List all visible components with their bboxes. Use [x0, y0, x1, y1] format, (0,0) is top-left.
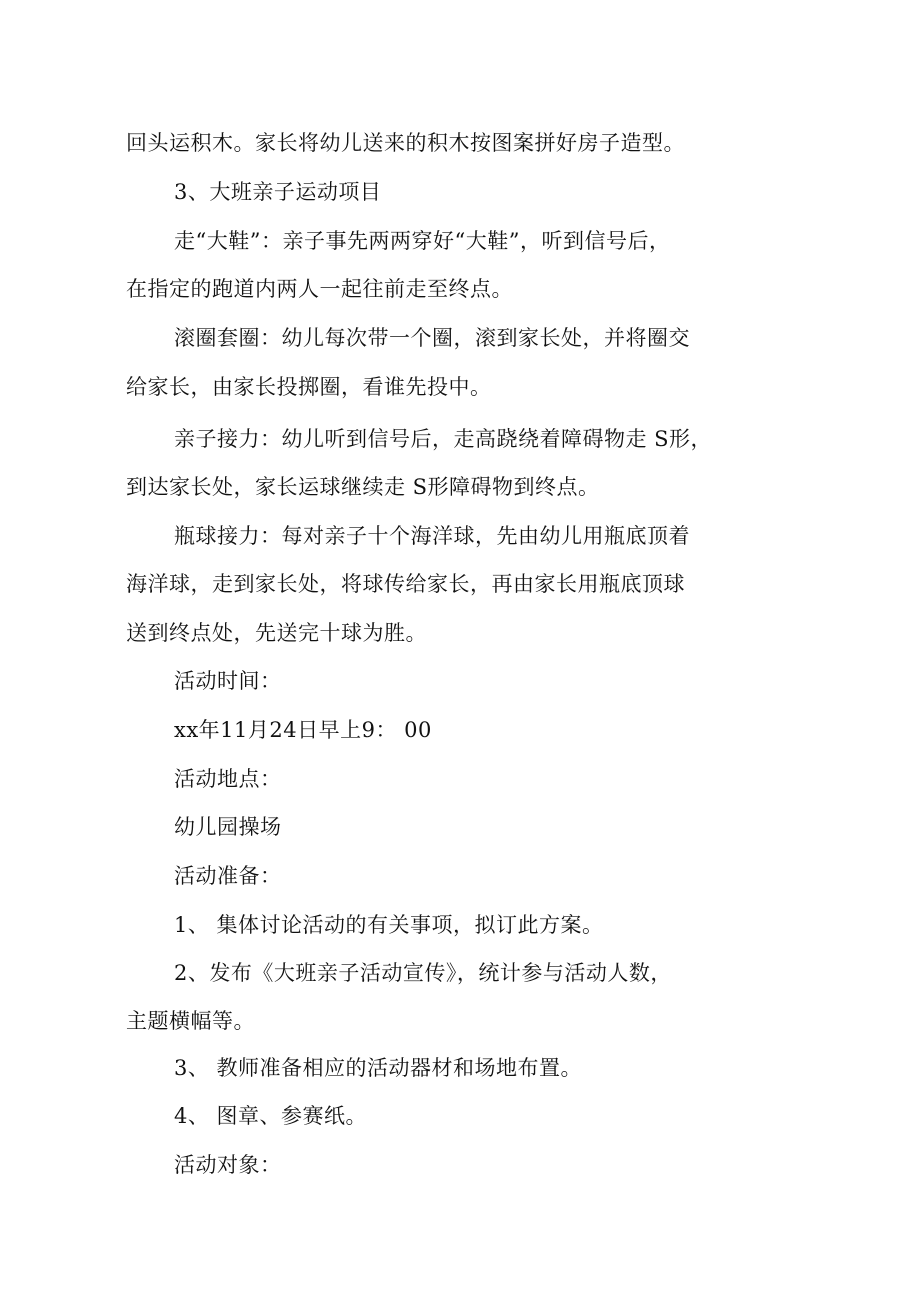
paragraph-line: 回头运积木。家长将幼儿送来的积木按图案拼好房子造型。	[126, 131, 685, 155]
paragraph-line: 送到终点处，先送完十球为胜。	[126, 621, 427, 645]
paragraph-line: xx年11月24日早上9： 00	[174, 718, 432, 742]
section-label: 活动对象：	[174, 1153, 282, 1177]
section-heading: 3、大班亲子运动项目	[174, 180, 382, 204]
list-item: 3、 教师准备相应的活动器材和场地布置。	[174, 1056, 583, 1080]
section-label: 活动准备：	[174, 864, 282, 888]
list-item-continuation: 主题横幅等。	[126, 1009, 255, 1033]
list-item: 4、 图章、参赛纸。	[174, 1104, 368, 1128]
paragraph-line: 海洋球，走到家长处，将球传给家长，再由家长用瓶底顶球	[126, 572, 685, 596]
paragraph-line: 走“大鞋”：亲子事先两两穿好“大鞋”，听到信号后，	[174, 229, 671, 253]
section-label: 活动时间：	[174, 669, 282, 693]
list-item: 1、 集体讨论活动的有关事项，拟订此方案。	[174, 913, 604, 937]
section-label: 活动地点：	[174, 767, 282, 791]
paragraph-line: 瓶球接力：每对亲子十个海洋球，先由幼儿用瓶底顶着	[174, 524, 690, 548]
list-item: 2、发布《大班亲子活动宣传》，统计参与活动人数，	[174, 961, 672, 985]
paragraph-line: 给家长，由家长投掷圈，看谁先投中。	[126, 375, 492, 399]
paragraph-line: 到达家长处，家长运球继续走 S形障碍物到终点。	[126, 475, 600, 499]
paragraph-line: 幼儿园操场	[174, 815, 282, 839]
paragraph-line: 亲子接力：幼儿听到信号后，走高跷绕着障碍物走 S形，	[174, 427, 713, 451]
paragraph-line: 在指定的跑道内两人一起往前走至终点。	[126, 277, 513, 301]
paragraph-line: 滚圈套圈：幼儿每次带一个圈，滚到家长处，并将圈交	[174, 326, 690, 350]
